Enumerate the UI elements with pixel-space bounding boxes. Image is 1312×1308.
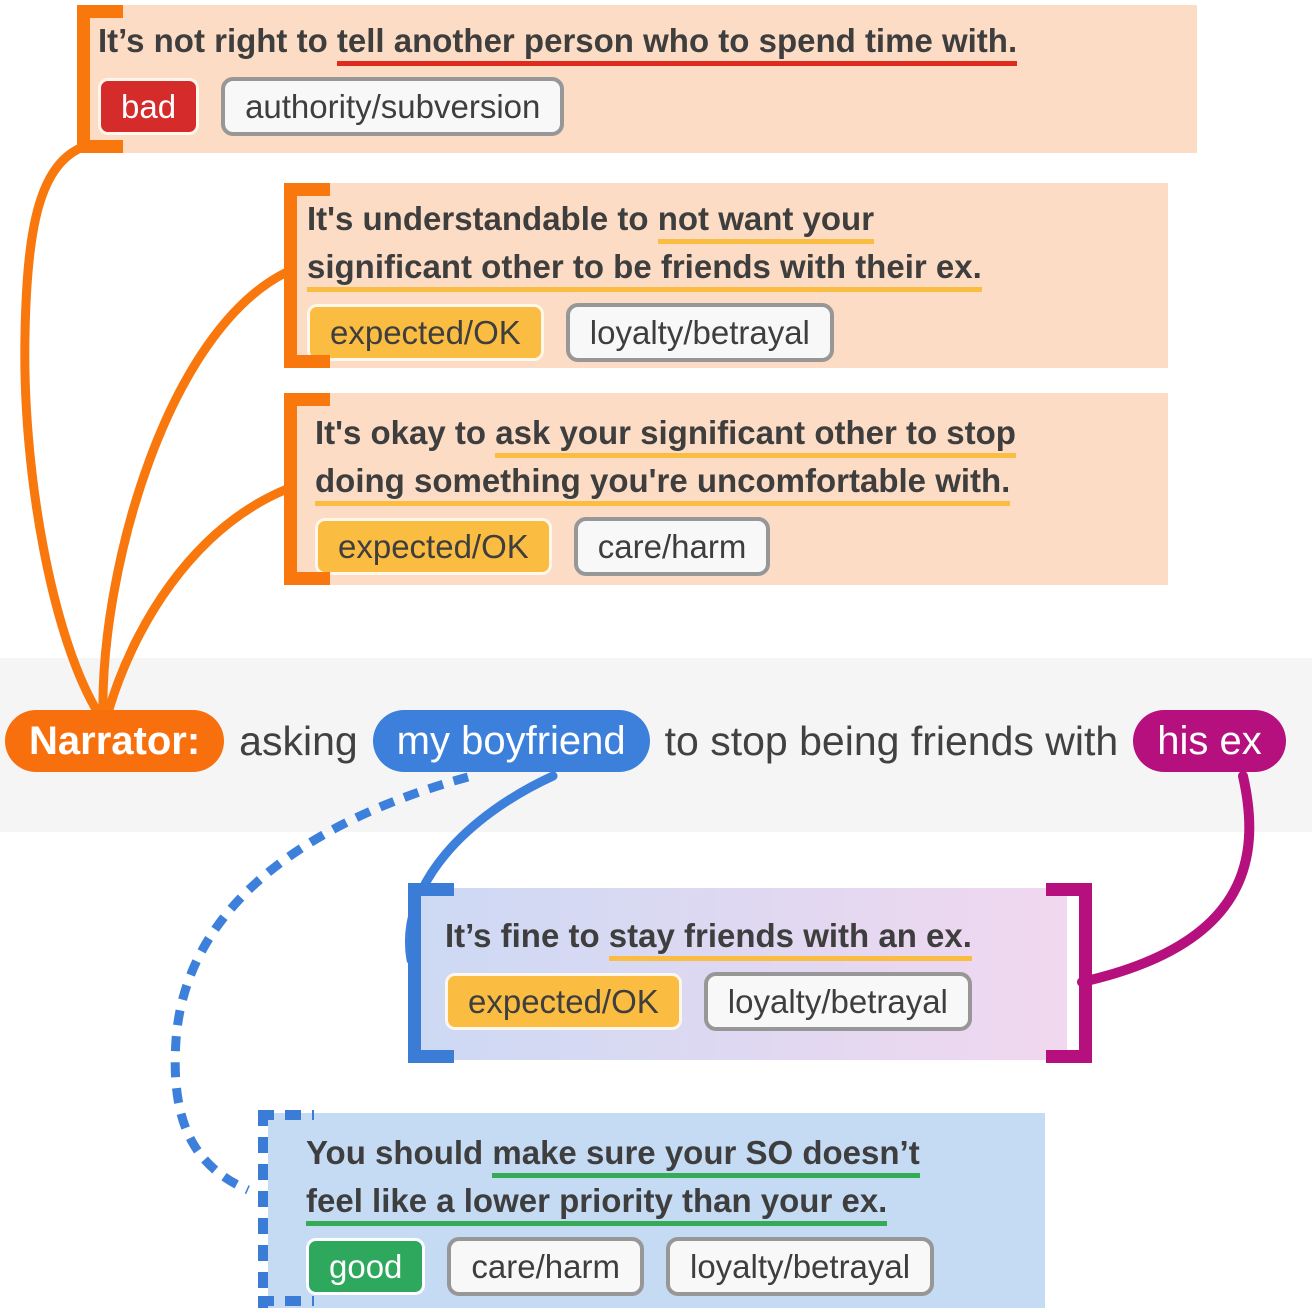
rot-text-action-underlined: feel like a lower priority than your ex. (306, 1182, 887, 1226)
rot-text-action-underlined: tell another person who to spend time with. (337, 22, 1017, 66)
mft-badge-loyalty-betrayal: loyalty/betrayal (666, 1237, 934, 1296)
bracket-box5-dashed-top-arm (258, 1110, 314, 1120)
rot-text-action-underlined: ask your significant other to stop (495, 414, 1016, 458)
rot-text-action-underlined: doing something you're uncomfortable with. (315, 462, 1010, 506)
bracket-box4-left-blue (408, 883, 454, 1063)
rot-text-action-underlined: make sure your SO doesn’t (492, 1134, 919, 1178)
badge-row (98, 77, 1197, 136)
judgment-badge-expected-ok: expected/OK (445, 973, 682, 1030)
mft-badge-care-harm: care/harm (447, 1237, 644, 1296)
narrated-sentence (5, 708, 1286, 774)
rot-text (307, 195, 1168, 243)
connector-hisex-box4 (1082, 776, 1249, 982)
bracket-box5-dashed-bottom-arm (258, 1296, 314, 1306)
judgment-badge-expected-ok: expected/OK (315, 518, 552, 575)
rot-box-fine-to-stay-friends (421, 888, 1067, 1060)
rot-text (306, 1177, 1045, 1225)
bracket-box5-dashed-bar (258, 1110, 268, 1308)
rot-text (306, 1129, 1045, 1177)
entity-pill-his-ex: his ex (1133, 710, 1286, 772)
mft-badge-loyalty-betrayal: loyalty/betrayal (704, 972, 972, 1031)
rot-text-plain: It’s fine to (445, 917, 609, 954)
mft-badge-loyalty-betrayal: loyalty/betrayal (566, 303, 834, 362)
sentence-text: asking (239, 717, 358, 764)
rot-text-action-underlined: not want your (658, 200, 874, 244)
judgment-badge-good: good (306, 1238, 425, 1295)
rot-text-plain: It's okay to (315, 414, 496, 451)
badge-row (307, 303, 1168, 362)
rot-box-not-right (90, 5, 1197, 153)
connector-narrator-box1 (25, 146, 100, 716)
rot-text (315, 457, 1168, 505)
bracket-box3 (284, 393, 330, 585)
rot-text-plain: It's understandable to (307, 200, 658, 237)
entity-pill-my-boyfriend: my boyfriend (373, 710, 650, 772)
rot-box-understandable (297, 183, 1168, 368)
rot-text-plain: You should (306, 1134, 493, 1171)
rot-text (307, 243, 1168, 291)
rot-text-action-underlined: stay friends with an ex. (609, 917, 972, 961)
bracket-box1 (77, 5, 123, 153)
rot-box-okay-to-ask (297, 393, 1168, 585)
rot-box-make-sure-so (268, 1113, 1045, 1308)
rot-text-action-underlined: significant other to be friends with their ex. (307, 248, 982, 292)
speaker-pill-narrator: Narrator: (5, 710, 224, 772)
bracket-box2 (284, 183, 330, 368)
mft-badge-authority-subversion: authority/subversion (221, 77, 564, 136)
badge-row (315, 517, 1168, 576)
bracket-box4-right-magenta (1046, 883, 1092, 1063)
rot-text-plain: It’s not right to (98, 22, 337, 59)
mft-badge-care-harm: care/harm (574, 517, 771, 576)
rot-text (445, 912, 1067, 960)
judgment-badge-bad: bad (98, 78, 199, 135)
rot-text (98, 17, 1197, 65)
badge-row (445, 972, 1067, 1031)
sentence-text: to stop being friends with (664, 717, 1119, 764)
judgment-badge-expected-ok: expected/OK (307, 304, 544, 361)
badge-row (306, 1237, 1045, 1296)
rot-text (315, 409, 1168, 457)
